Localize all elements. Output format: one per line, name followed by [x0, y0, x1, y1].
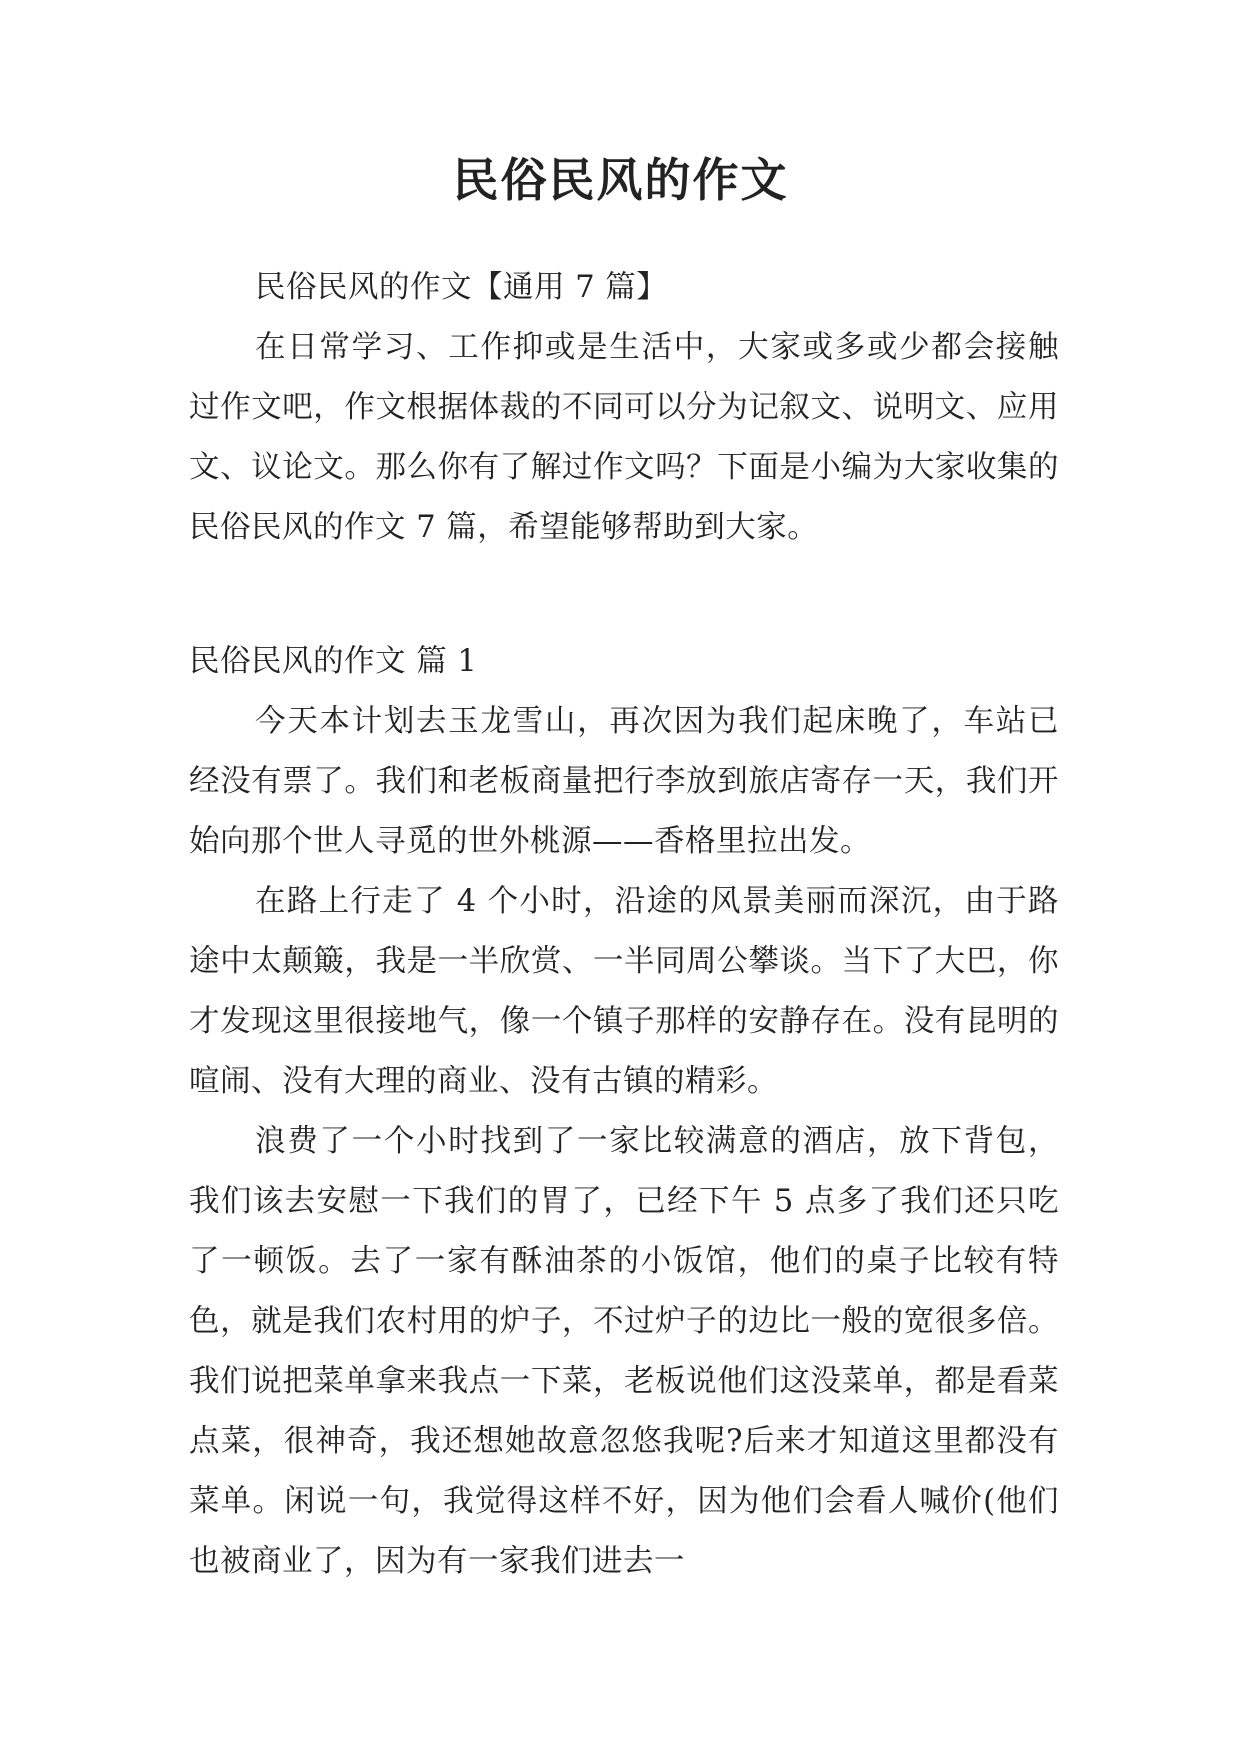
section-1 — [189, 632, 1059, 1592]
body-paragraph: 浪费了一个小时找到了一家比较满意的酒店，放下背包，我们该去安慰一下我们的胃了，已经下午 5 点多了我们还只吃了一顿饭。去了一家有酥油茶的小饭馆，他们的桌子比较有特色，就是我们农村用的炉子，不过炉子的边比一般的宽很多倍。我们说把菜单拿来我点一下菜，老板说他们这没菜单，都是看菜点菜，很神奇，我还想她故意忽悠我呢?后来才知道这里都没有菜单。闲说一句，我觉得这样不好，因为他们会看人喊价(他们也被商业了，因为有一家我们进去一 — [189, 1124, 1059, 1579]
document-title: 民俗民风的作文 — [452, 153, 789, 207]
body-paragraph: 在路上行走了 4 个小时，沿途的风景美丽而深沉，由于路途中太颠簸，我是一半欣赏、一半同周公攀谈。当下了大巴，你才发现这里很接地气，像一个镇子那样的安静存在。没有昆明的喧闹、没有大理的商业、没有古镇的精彩。 — [189, 884, 1059, 1099]
intro-paragraph: 在日常学习、工作抑或是生活中，大家或多或少都会接触过作文吧，作文根据体裁的不同可以分为记叙文、说明文、应用文、议论文。那么你有了解过作文吗？下面是小编为大家收集的民俗民风的作文 7 篇，希望能够帮助到大家。 — [189, 330, 1059, 545]
section-heading: 民俗民风的作文 篇 1 — [189, 644, 478, 679]
intro-block — [189, 258, 1059, 558]
document-subtitle: 民俗民风的作文【通用 7 篇】 — [255, 270, 668, 305]
body-paragraph: 今天本计划去玉龙雪山，再次因为我们起床晚了，车站已经没有票了。我们和老板商量把行李放到旅店寄存一天，我们开始向那个世人寻觅的世外桃源——香格里拉出发。 — [189, 704, 1059, 859]
